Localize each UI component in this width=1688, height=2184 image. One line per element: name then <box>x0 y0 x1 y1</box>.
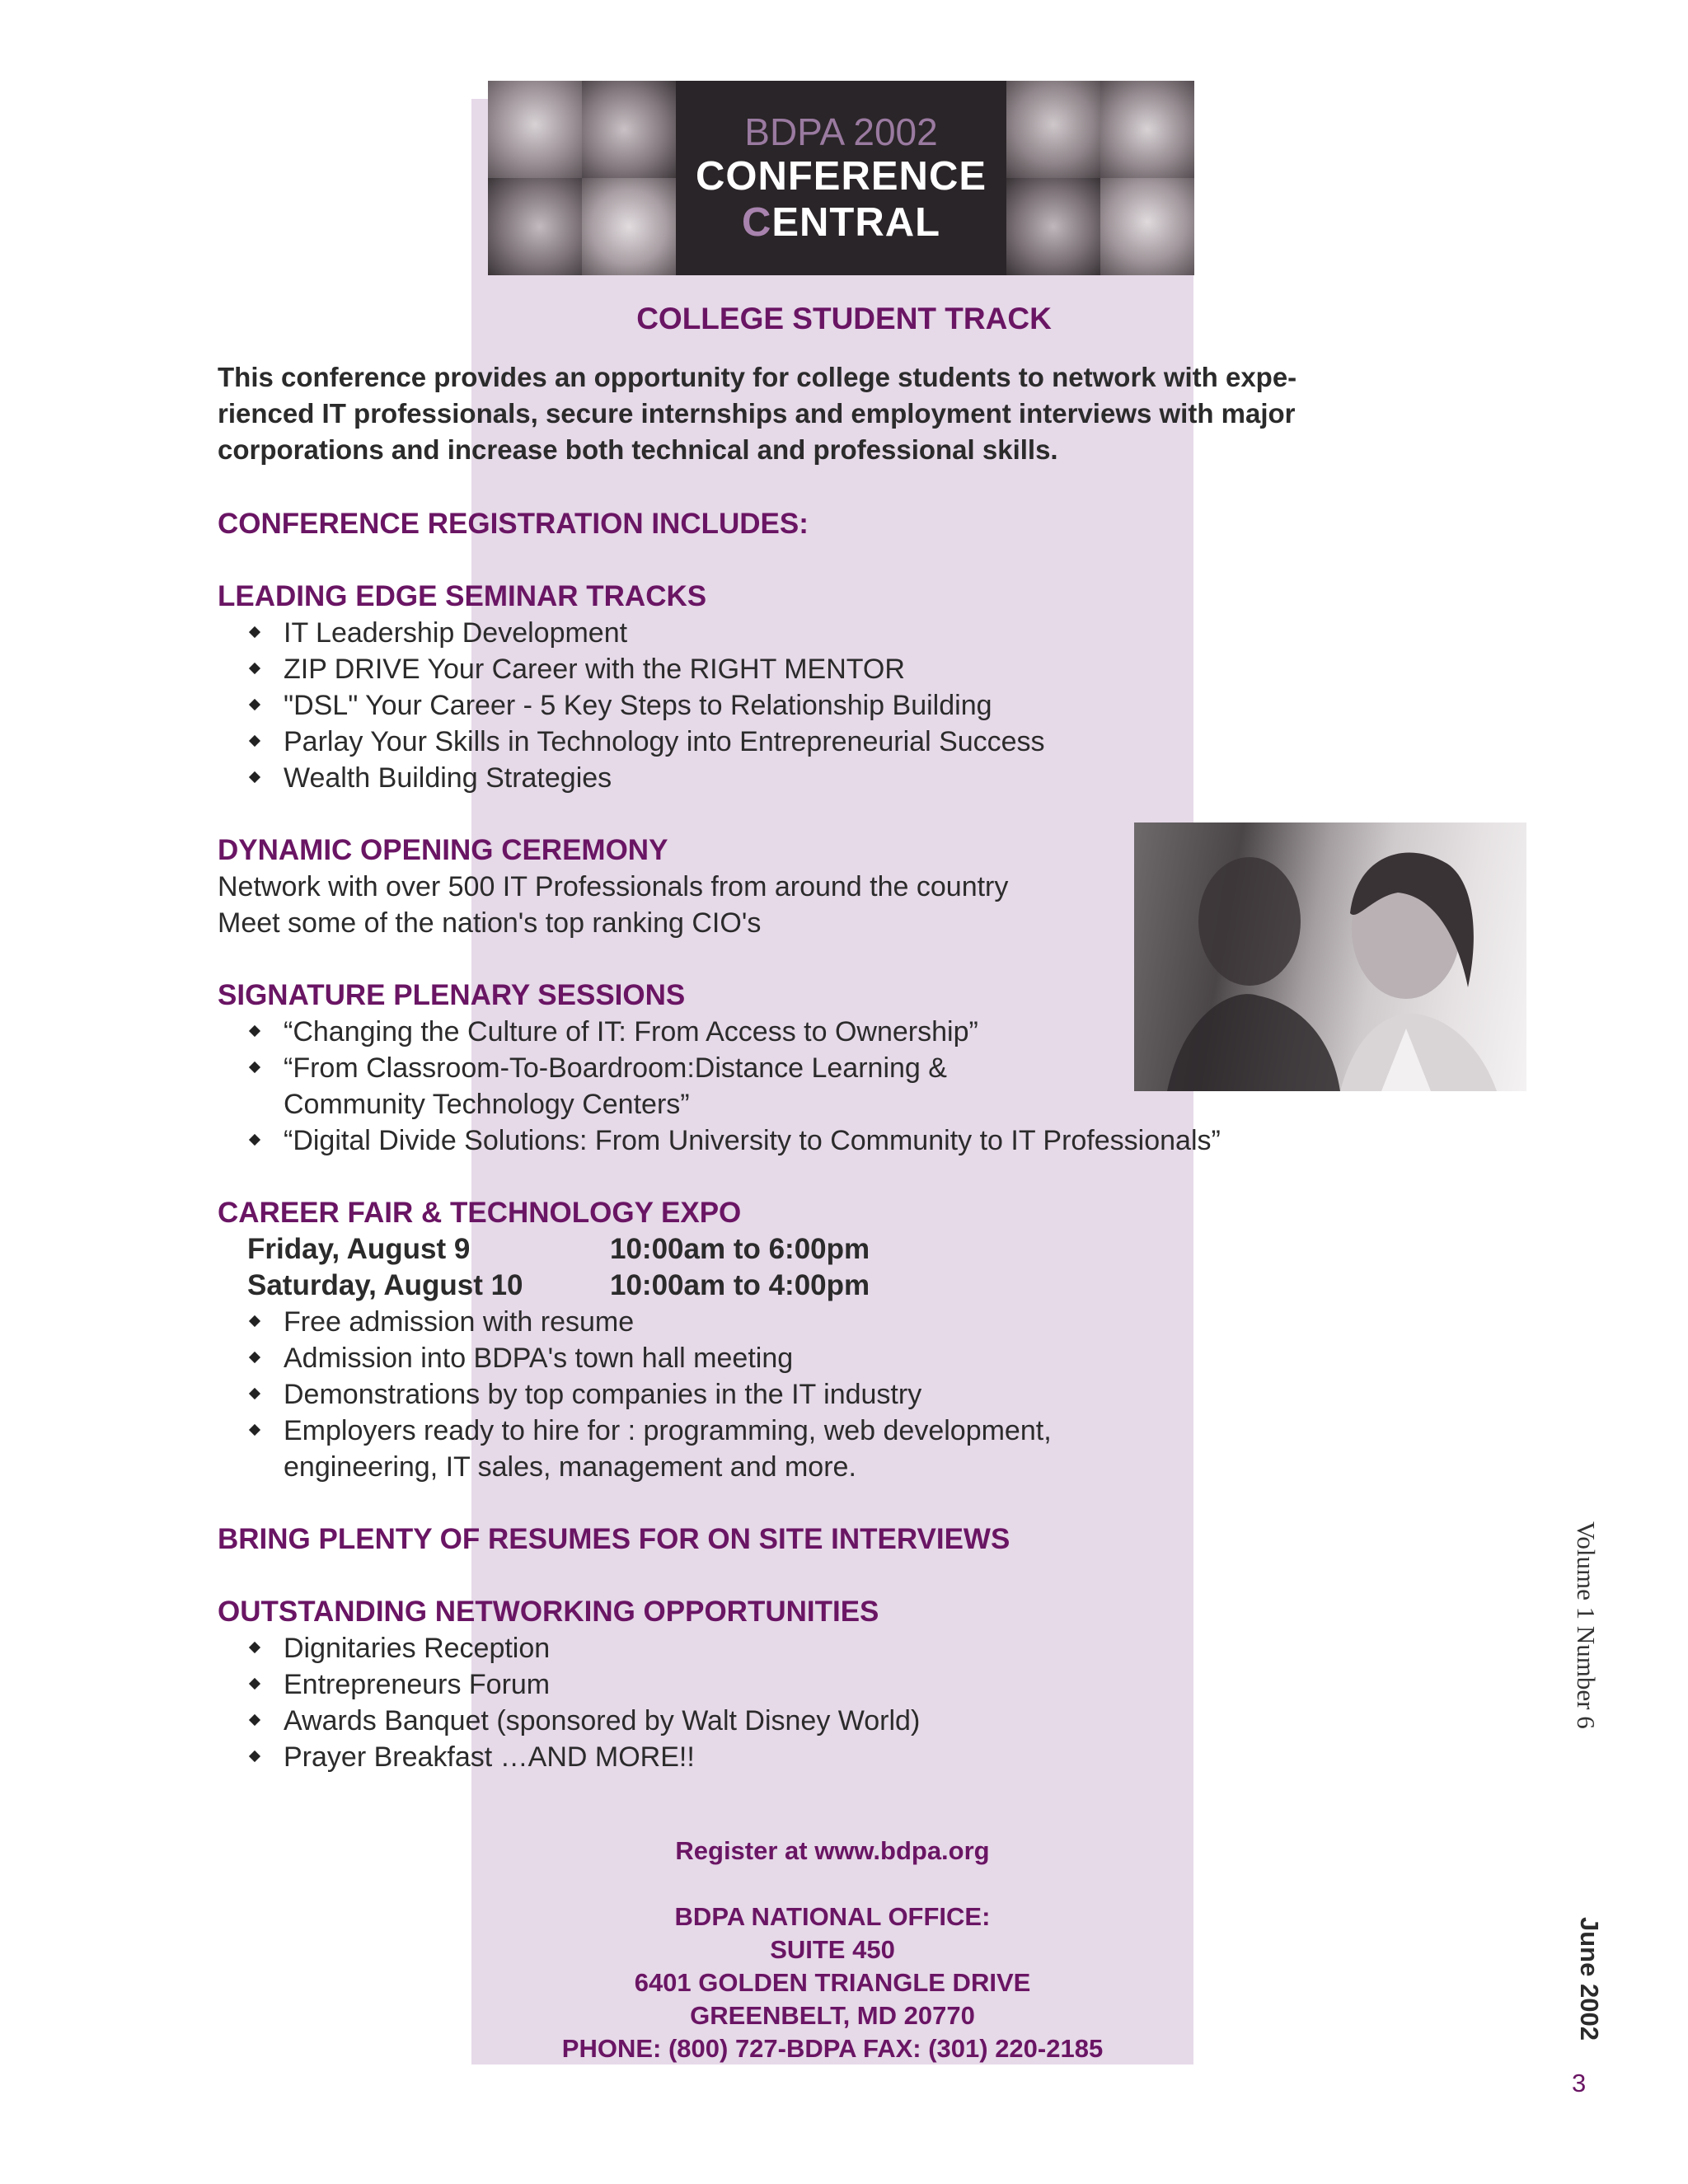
faces-collage-right <box>1006 81 1194 275</box>
bullet-icon <box>249 1750 260 1762</box>
list-item: “From Classroom-To-Boardroom:Distance Learning & Community Technology Centers” <box>218 1050 1372 1122</box>
list-item: Employers ready to hire for : programming, web development, engineering, IT sales, management and more. <box>218 1413 1372 1485</box>
bullet-icon <box>249 1424 260 1436</box>
career-heading: CAREER FAIR & TECHNOLOGY EXPO <box>218 1197 742 1229</box>
career-list <box>218 1304 1372 1485</box>
intro-line: corporations and increase both technical and professional skills. <box>218 434 1058 465</box>
professionals-photo <box>1134 823 1526 1091</box>
faces-collage-left <box>488 81 676 275</box>
list-item: Prayer Breakfast …AND MORE!! <box>218 1739 1372 1775</box>
schedule-row: Saturday, August 10 10:00am to 4:00pm <box>247 1269 870 1301</box>
national-office-address <box>471 1900 1193 2065</box>
list-item: Dignitaries Reception <box>218 1630 1372 1666</box>
schedule-row: Friday, August 9 10:00am to 6:00pm <box>247 1233 870 1265</box>
resumes-heading: BRING PLENTY OF RESUMES FOR ON SITE INTERVIEWS <box>218 1523 1010 1555</box>
address-line: PHONE: (800) 727-BDPA FAX: (301) 220-2185 <box>561 2034 1104 2063</box>
list-item: Admission into BDPA's town hall meeting <box>218 1340 1372 1376</box>
list-item: Entrepreneurs Forum <box>218 1666 1372 1703</box>
page-number: 3 <box>1572 2069 1587 2097</box>
opening-line: Meet some of the nation's top ranking CIO's <box>218 907 762 939</box>
intro-line: rienced IT professionals, secure internships and employment interviews with major <box>218 398 1296 429</box>
bullet-icon <box>249 735 260 747</box>
issue-date: June 2002 <box>1575 1917 1604 2041</box>
seminar-list <box>218 615 1372 796</box>
bullet-icon <box>249 1315 260 1327</box>
list-item: Wealth Building Strategies <box>218 760 1372 796</box>
bullet-icon <box>249 1025 260 1037</box>
banner-title-block <box>676 81 1006 275</box>
bullet-icon <box>249 1642 260 1653</box>
bullet-icon <box>249 1134 260 1146</box>
volume-label: Volume 1 Number 6 <box>1572 1521 1601 1729</box>
intro-paragraph <box>218 359 1437 468</box>
list-item: Parlay Your Skills in Technology into Entrepreneurial Success <box>218 724 1372 760</box>
address-line: BDPA NATIONAL OFFICE: <box>674 1902 991 1931</box>
list-item: ZIP DRIVE Your Career with the RIGHT MENTOR <box>218 651 1372 687</box>
list-item: Demonstrations by top companies in the IT industry <box>218 1376 1372 1413</box>
bullet-icon <box>249 626 260 638</box>
photo-silhouettes <box>1134 823 1526 1091</box>
bullet-icon <box>249 1678 260 1690</box>
list-item: Free admission with resume <box>218 1304 1372 1340</box>
register-link[interactable]: Register at www.bdpa.org <box>675 1836 990 1865</box>
intro-line: This conference provides an opportunity for college students to network with expe- <box>218 362 1297 392</box>
track-heading: COLLEGE STUDENT TRACK <box>636 302 1052 335</box>
bullet-icon <box>249 699 260 710</box>
bullet-icon <box>249 1388 260 1399</box>
banner-title-rest: ENTRAL <box>771 200 941 245</box>
address-line: 6401 GOLDEN TRIANGLE DRIVE <box>634 1968 1031 1997</box>
networking-list <box>218 1630 1372 1775</box>
list-item: “Changing the Culture of IT: From Access to Ownership” <box>218 1014 1372 1050</box>
banner-title-line1: CONFERENCE <box>695 154 987 199</box>
banner-title-initial: C <box>741 200 772 245</box>
conference-banner <box>488 81 1194 275</box>
opening-heading: DYNAMIC OPENING CEREMONY <box>218 834 668 866</box>
bullet-icon <box>249 1714 260 1726</box>
list-item: “Digital Divide Solutions: From University to Community to IT Professionals” <box>218 1122 1372 1159</box>
bullet-icon <box>249 663 260 674</box>
networking-heading: OUTSTANDING NETWORKING OPPORTUNITIES <box>218 1596 879 1628</box>
main-content <box>218 506 1372 1775</box>
address-line: SUITE 450 <box>770 1935 895 1964</box>
address-line: GREENBELT, MD 20770 <box>690 2001 975 2030</box>
bullet-icon <box>249 1062 260 1073</box>
seminar-heading: LEADING EDGE SEMINAR TRACKS <box>218 580 707 612</box>
list-item: Awards Banquet (sponsored by Walt Disney World) <box>218 1703 1372 1739</box>
list-item: IT Leadership Development <box>218 615 1372 651</box>
plenary-heading: SIGNATURE PLENARY SESSIONS <box>218 979 686 1011</box>
opening-line: Network with over 500 IT Professionals from around the country <box>218 871 1009 902</box>
bullet-icon <box>249 1352 260 1363</box>
banner-title-line2 <box>742 199 940 246</box>
banner-year: BDPA 2002 <box>744 110 938 153</box>
registration-heading: CONFERENCE REGISTRATION INCLUDES: <box>218 508 809 540</box>
list-item: "DSL" Your Career - 5 Key Steps to Relationship Building <box>218 687 1372 724</box>
bullet-icon <box>249 771 260 783</box>
